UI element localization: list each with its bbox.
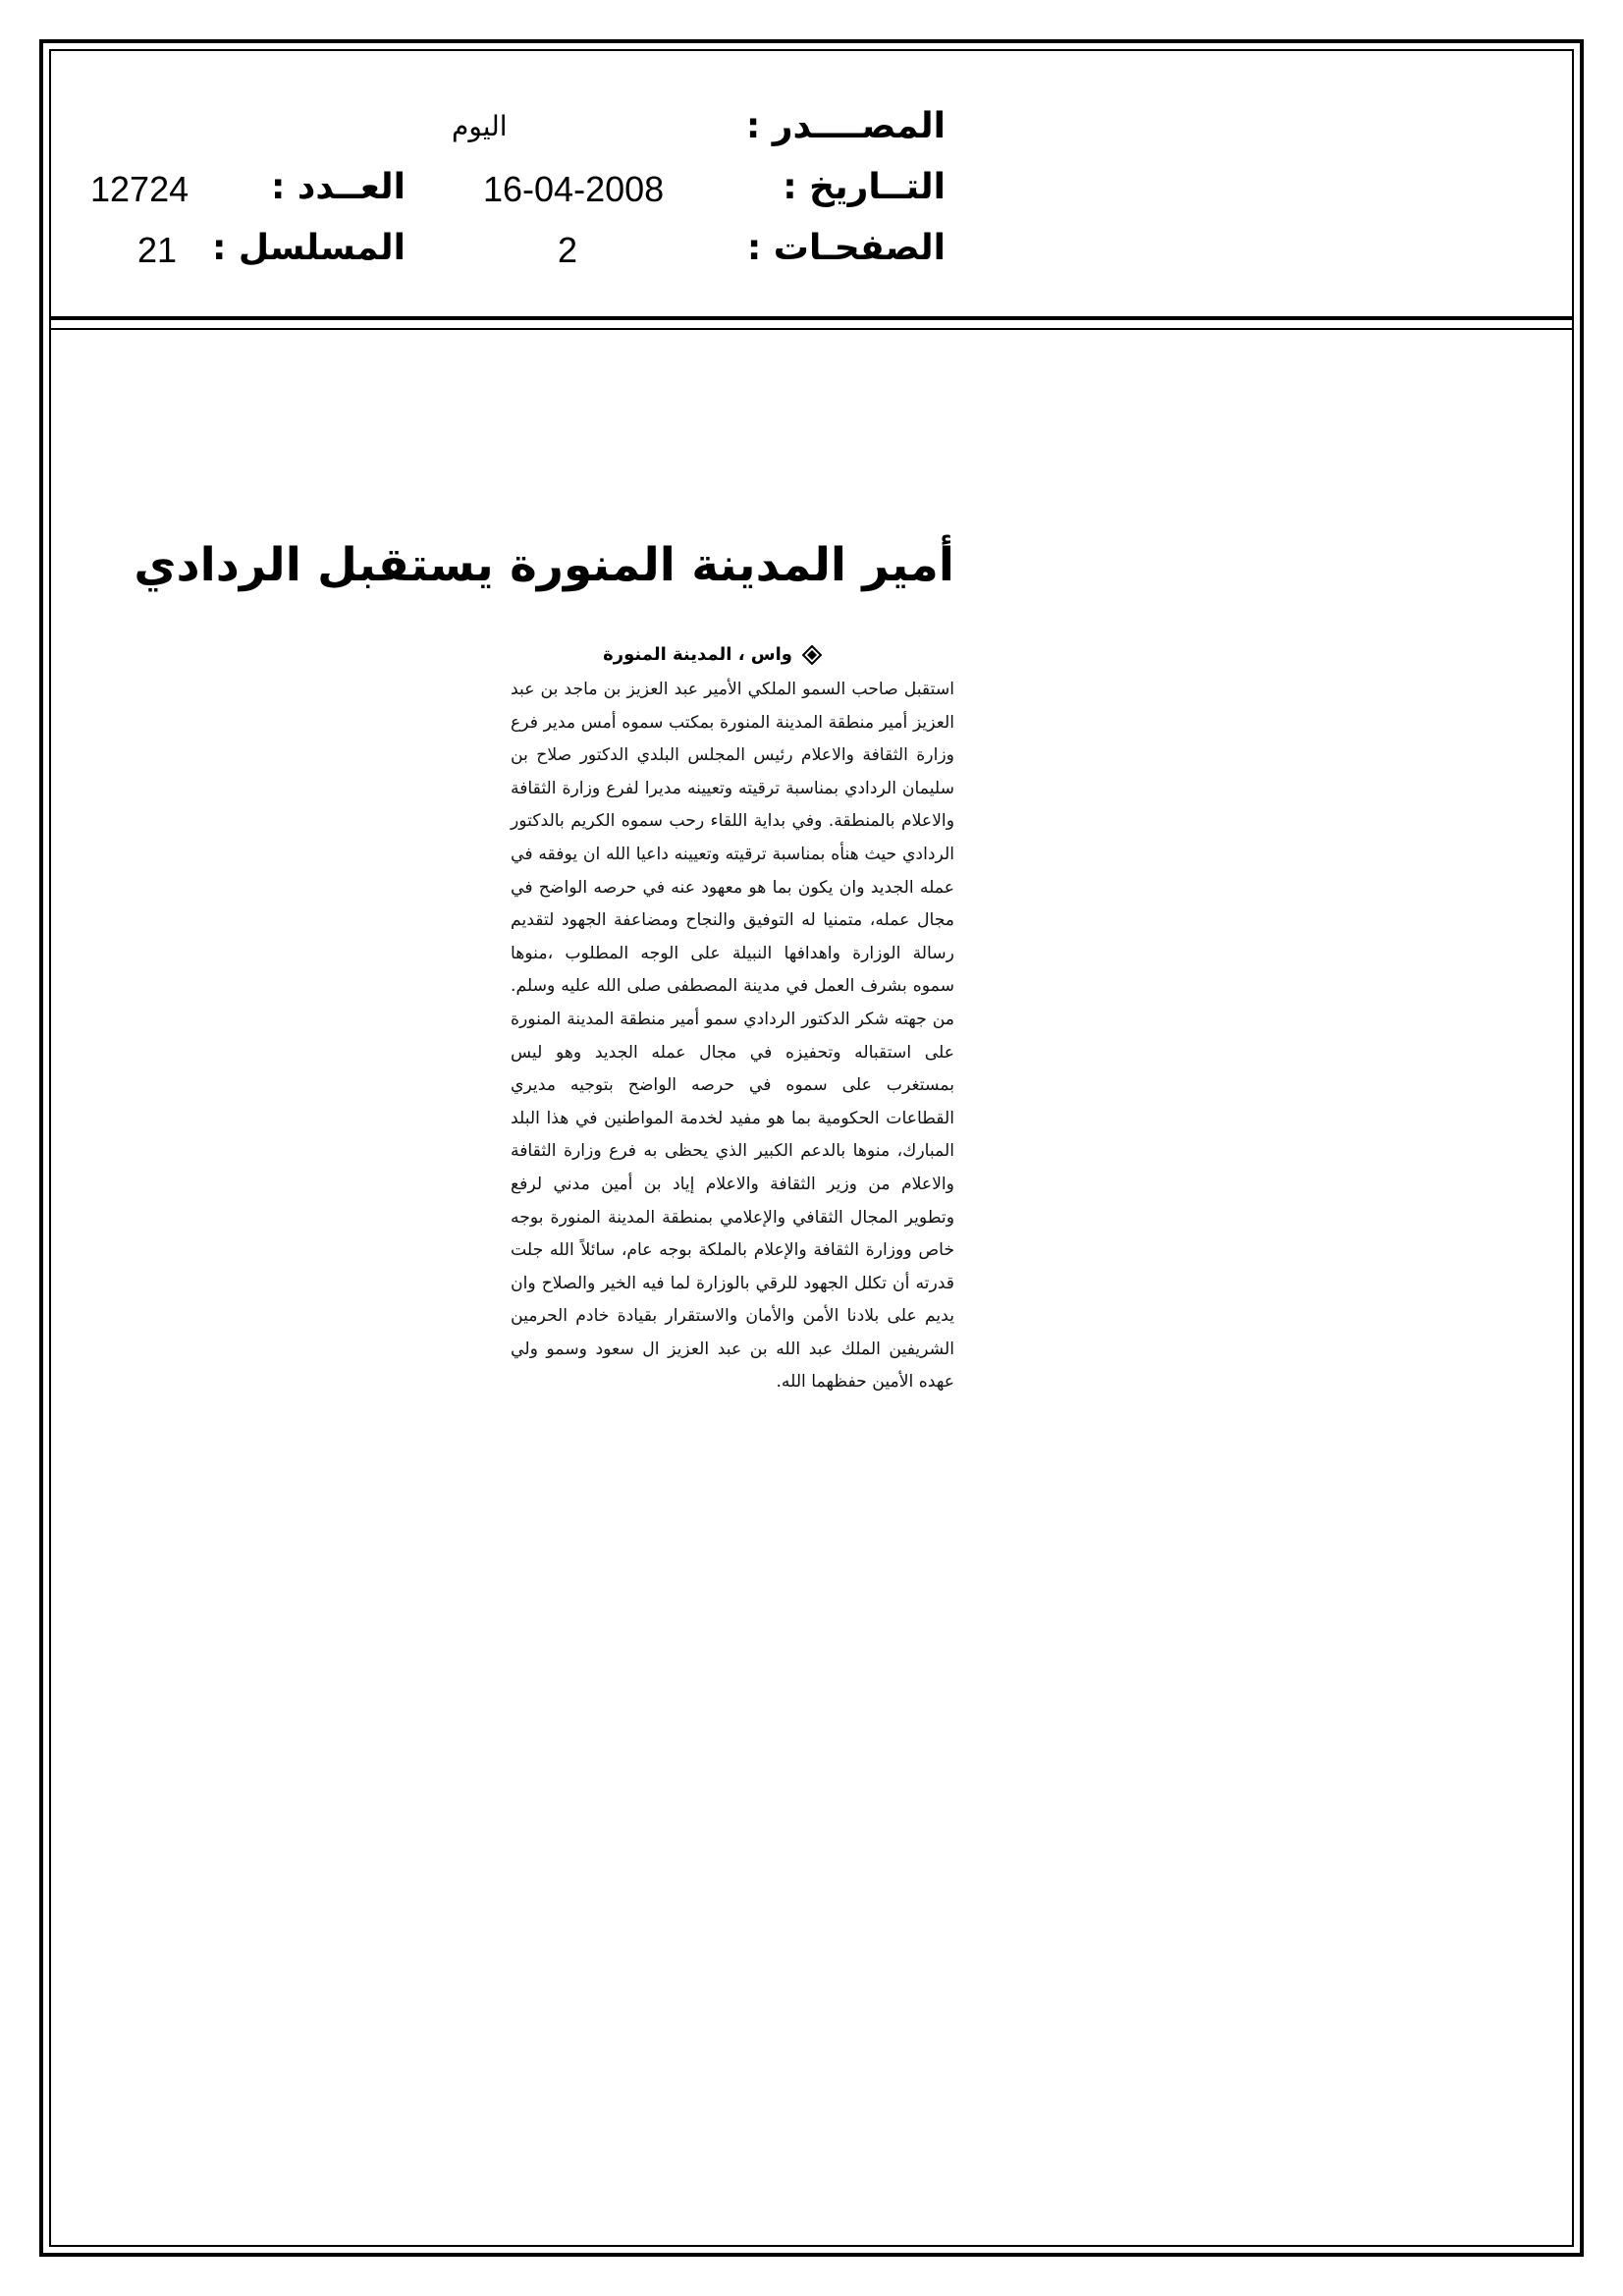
source-label: المصــــدر : — [745, 106, 946, 146]
pages-label: الصفحـات : — [746, 228, 946, 268]
header-divider — [49, 316, 1574, 320]
article-body: استقبل صاحب السمو الملكي الأمير عبد العزيز بن ماجد بن عبد العزيز أمير منطقة المدينة المنورة بمكتب سموه أمس مدير فرع وزارة الثقافة والاعلام رئيس المجلس البلدي الدكتور صلاح بن سليمان الردادي بمناسبة ترقيته وتعيينه مديرا لفرع وزارة الثقافة والاعلام بالمنطقة. وفي بداية اللقاء رحب سموه الكريم بالدكتور الردادي حيث هنأه بمناسبة ترقيته وتعيينه داعيا الله ان يوفقه في عمله الجديد وان يكون بما هو معهود عنه في حرصه الواضح في مجال عمله، متمنيا له التوفيق والنجاح ومضاعفة الجهود لتقديم رسالة الوزارة واهدافها النبيلة على الوجه المطلوب ،منوها سموه بشرف العمل في مدينة المصطفى صلى الله عليه وسلم. من جهته شكر الدكتور الردادي سمو أمير منطقة المدينة المنورة على استقباله وتحفيزه في مجال عمله الجديد وهو ليس بمستغرب على سموه في حرصه الواضح بتوجيه مديري القطاعات الحكومية بما هو مفيد لخدمة المواطنين في هذا البلد المبارك، منوها بالدعم الكبير الذي يحظى به فرع وزارة الثقافة والاعلام من وزير الثقافة والاعلام إياد بن أمين مدني لرفع وتطوير المجال الثقافي والإعلامي بمنطقة المدينة المنورة بوجه خاص ووزارة الثقافة والإعلام بالملكة بوجه عام، سائلاً الله جلت قدرته أن تكلل الجهود للرقي بالوزارة لما فيه الخير والصلاح وان يديم على بلادنا الأمن والأمان والاستقرار بقيادة خادم الحرمين الشريفين الملك عبد الله بن عبد العزيز ال سعود وسمو ولي عهده الأمين حفظهما الله. — [511, 680, 954, 1393]
ornament-icon — [802, 645, 822, 665]
serial-value: 21 — [137, 230, 178, 270]
serial-label: المسلسل : — [211, 228, 406, 268]
byline-text: واس ، المدينة المنورة — [603, 644, 792, 665]
source-value: اليوم — [452, 110, 508, 142]
article-clipping — [134, 530, 954, 1399]
header-divider-thin — [49, 328, 1574, 330]
article-headline: أمير المدينة المنورة يستقبل الردادي — [134, 538, 954, 592]
article-byline — [511, 642, 954, 668]
issue-value: 12724 — [90, 169, 189, 209]
date-value: 16-04-2008 — [483, 169, 665, 209]
issue-label: العــدد : — [271, 167, 406, 207]
date-label: التــاريخ : — [783, 167, 946, 207]
pages-value: 2 — [558, 230, 578, 270]
